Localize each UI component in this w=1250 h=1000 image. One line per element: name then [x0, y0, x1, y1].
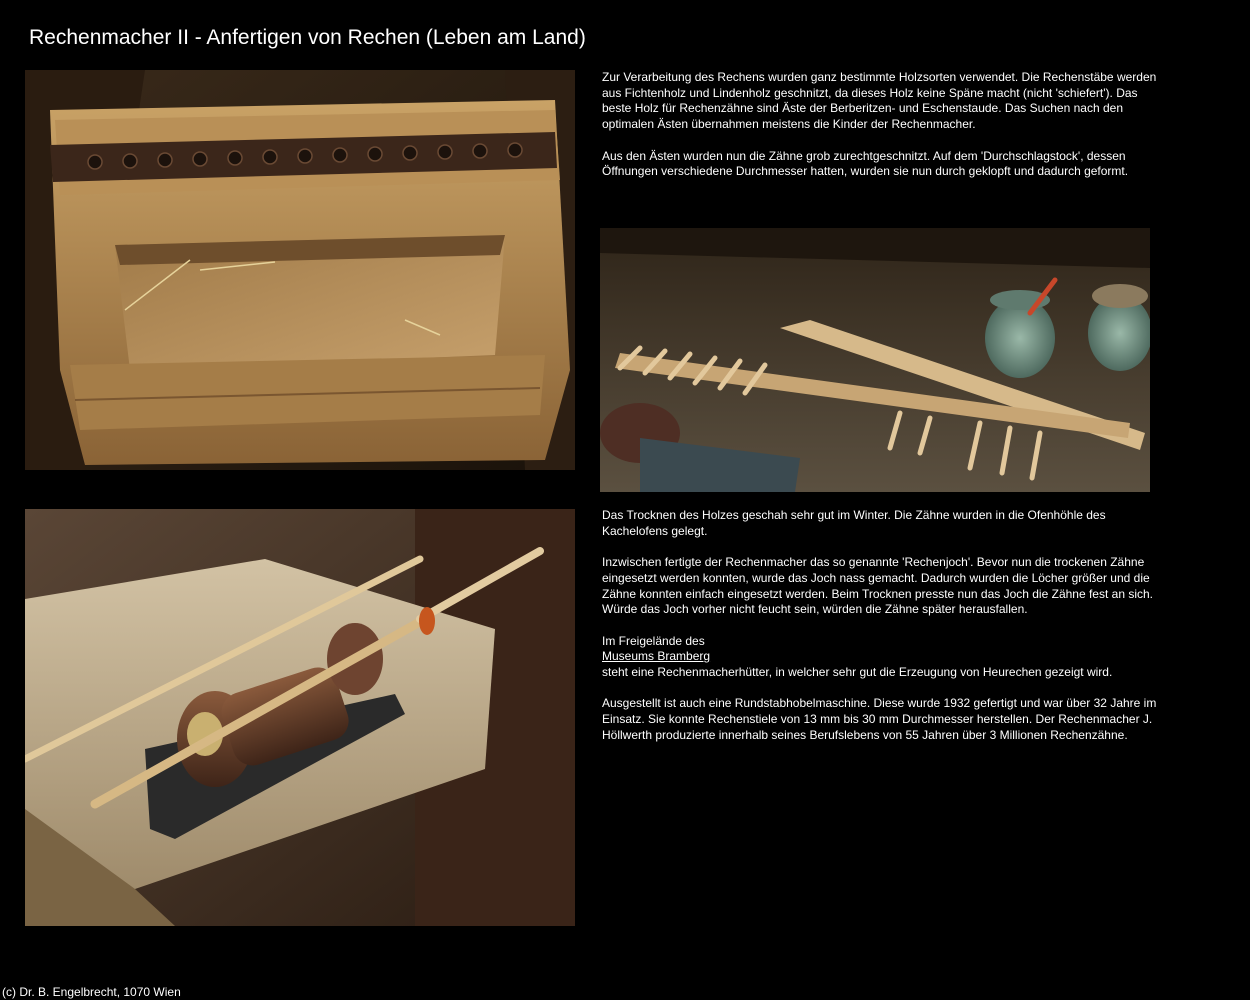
footer-copyright: (c) Dr. B. Engelbrecht, 1070 Wien: [2, 985, 181, 999]
paragraph-holzsorten: Zur Verarbeitung des Rechens wurden ganz bestimmte Holzsorten verwendet. Die Rechenstäbe werden aus Fichtenholz und Lindenholz geschnitzt, da dieses Holz keine Späne macht (nicht 'schiefert'). Das beste Holz für Rechenzähne sind Äste der Berberitzen- und Eschenstaude. Das Suchen nach den optimalen Ästen übernahmen meistens die Kinder der Rechenmacher.: [602, 70, 1157, 132]
museum-outro: steht eine Rechenmacherhütter, in welcher sehr gut die Erzeugung von Heurechen gezeigt wird.: [602, 665, 1113, 679]
photo-durchschlagstock: [25, 70, 575, 470]
paragraph-durchschlagstock: Aus den Ästen wurden nun die Zähne grob zurechtgeschnitzt. Auf dem 'Durchschlagstock', dessen Öffnungen verschiedene Durchmesser hatten, wurden sie nun durch geklopft und dadurch geformt.: [602, 148, 1129, 179]
museum-intro: Im Freigelände des: [602, 633, 705, 648]
museum-bramberg-link[interactable]: Museums Bramberg: [602, 649, 711, 664]
paragraph-rundstabhobelmaschine: Ausgestellt ist auch eine Rundstabhobelmaschine. Diese wurde 1932 gefertigt und war über 32 Jahre im Einsatz. Sie konnte Rechenstiele von 13 mm bis 30 mm Durchmesser herstellen. Der Rechenmacher J. Höllwerth produzierte innerhalb seines Berufslebens von 55 Jahren über 3 Millionen Rechenzähne.: [602, 696, 1157, 742]
paragraph-museum: [602, 634, 1162, 681]
photo-rechenteile-image: [600, 228, 1150, 492]
photo-rundstabhobelmaschine: [25, 509, 575, 926]
paragraph-rechenjoch: Inzwischen fertigte der Rechenmacher das so genannte 'Rechenjoch'. Bevor nun die trockenen Zähne eingesetzt werden konnten, wurde das Joch nass gemacht. Dadurch wurden die Löcher größer und die Zähne konnten einfach eingesetzt werden. Beim Trocknen presste nun das Joch die Zähne fest an sich. Würde das Joch vorher nicht feucht sein, würden die Zähne später herausfallen.: [602, 555, 1153, 617]
photo-rechenteile: [600, 228, 1150, 492]
text-block-holzsorten: [602, 70, 1162, 196]
page-title: Rechenmacher II - Anfertigen von Rechen (Leben am Land): [29, 26, 586, 49]
text-block-trocknen: [602, 508, 1162, 759]
photo-durchschlagstock-image: [25, 70, 575, 470]
photo-rundstabhobelmaschine-image: [25, 509, 575, 926]
paragraph-trocknen: Das Trocknen des Holzes geschah sehr gut im Winter. Die Zähne wurden in die Ofenhöhle des Kachelofens gelegt.: [602, 508, 1106, 538]
